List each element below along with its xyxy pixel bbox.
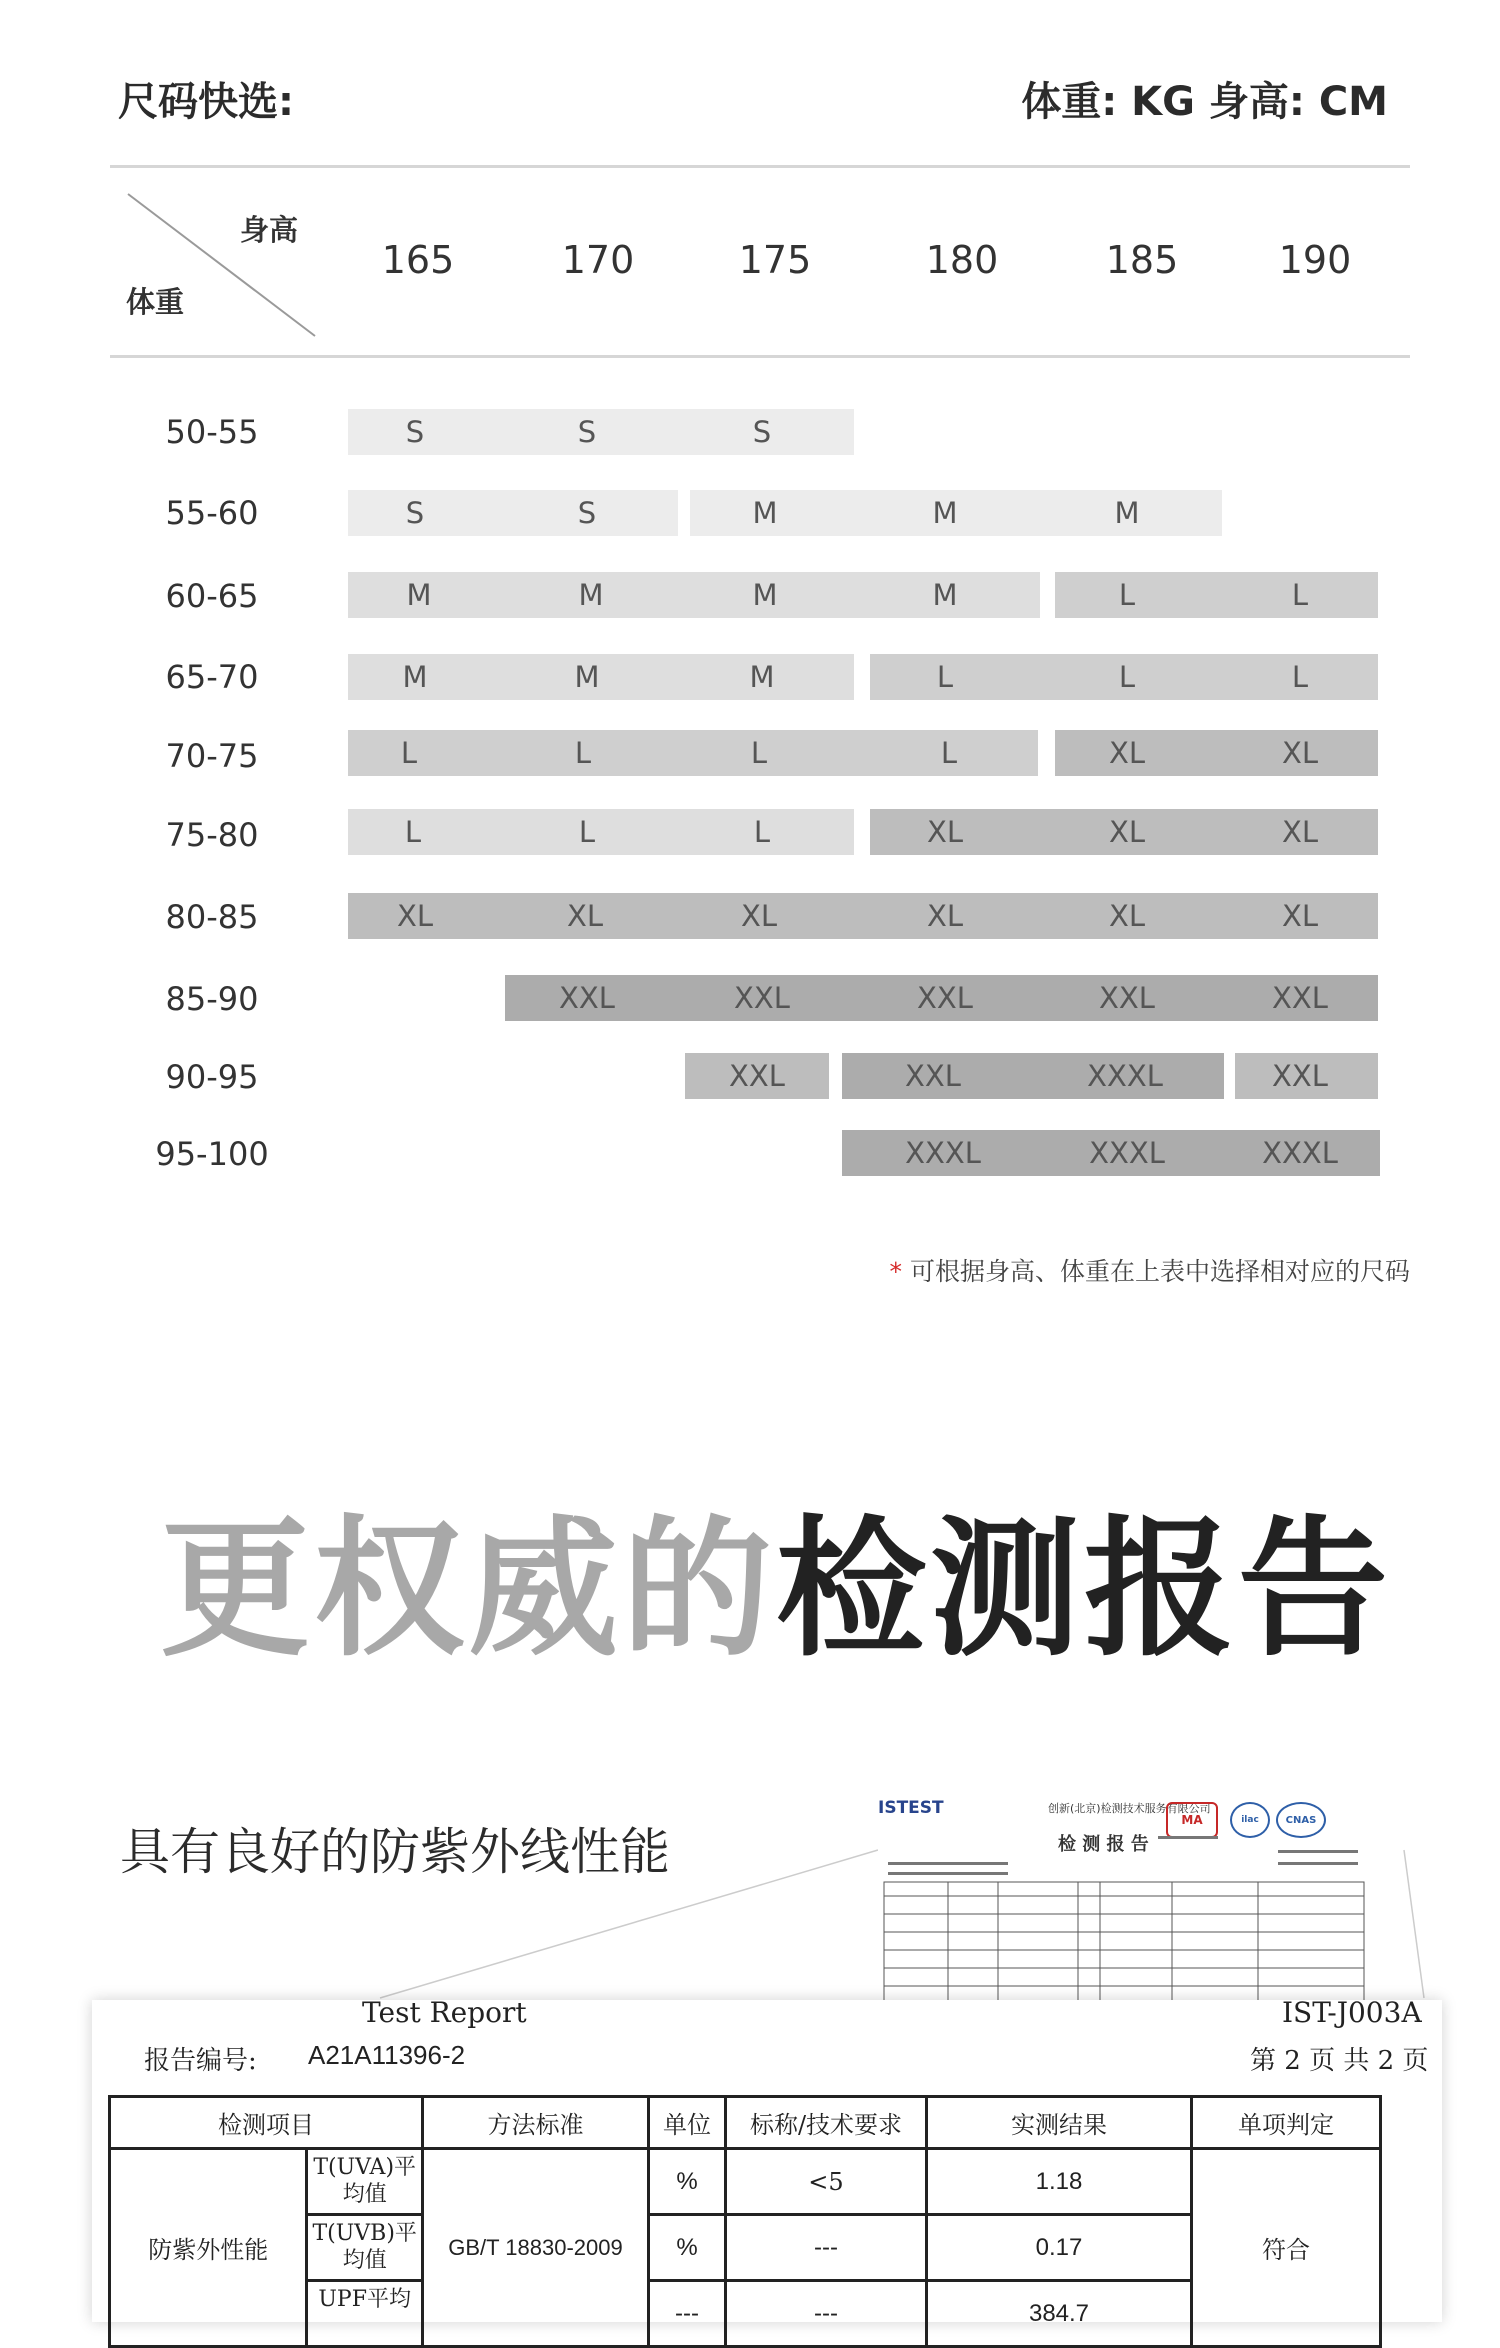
weight-row-label: 55-60 xyxy=(165,494,259,532)
header-unit: 单位 xyxy=(649,2097,726,2149)
uv-performance-title: 具有良好的防紫外线性能 xyxy=(120,1823,670,1881)
size-cell: XL xyxy=(926,815,964,849)
lab-name: 创新(北京)检测技术服务有限公司 xyxy=(1048,1802,1211,1815)
weight-row-label: 65-70 xyxy=(165,658,259,696)
result-cell: 0.17 xyxy=(927,2215,1192,2281)
header-result: 实测结果 xyxy=(927,2097,1192,2149)
report-number-label: 报告编号: xyxy=(144,2046,257,2076)
size-quick-select-title: 尺码快选: xyxy=(118,79,294,125)
size-cell: XXL xyxy=(1099,981,1155,1015)
result-cell: 1.18 xyxy=(927,2149,1192,2215)
cnas-logo: CNAS xyxy=(1276,1802,1326,1838)
item-cell: UPF平均 xyxy=(307,2281,423,2347)
size-cell: M xyxy=(578,578,604,612)
size-cell: L xyxy=(936,660,954,694)
verdict-cell: 符合 xyxy=(1192,2149,1381,2347)
weight-row-label: 80-85 xyxy=(165,898,259,936)
cma-logo: MA xyxy=(1166,1802,1218,1838)
size-cell: XXL xyxy=(734,981,790,1015)
section-title-light: 更权威的 xyxy=(160,1503,777,1677)
lab-logo: ISTEST xyxy=(878,1798,944,1818)
size-cell: XXL xyxy=(729,1059,785,1093)
header-requirement: 标称/技术要求 xyxy=(726,2097,927,2149)
header-verdict: 单项判定 xyxy=(1192,2097,1381,2149)
size-cell: S xyxy=(405,415,425,449)
size-cell: XXL xyxy=(1272,1059,1328,1093)
thumbnail-table xyxy=(878,1790,1378,2005)
header-item: 检测项目 xyxy=(110,2097,423,2149)
size-cell: XXL xyxy=(559,981,615,1015)
size-cell: L xyxy=(400,736,418,770)
size-cell: XXL xyxy=(1272,981,1328,1015)
size-cell: M xyxy=(932,578,958,612)
page-indicator: 第 2 页 共 2 页 xyxy=(1250,2046,1429,2076)
weight-row-label: 50-55 xyxy=(165,413,259,451)
size-cell: XL xyxy=(1108,815,1146,849)
size-cell: L xyxy=(404,815,422,849)
requirement-cell: --- xyxy=(726,2281,927,2347)
height-col-180: 180 xyxy=(925,238,999,282)
unit-cell: % xyxy=(649,2215,726,2281)
size-cell: XXXL xyxy=(1087,1059,1163,1093)
unit-cell: --- xyxy=(649,2281,726,2347)
height-col-185: 185 xyxy=(1105,238,1179,282)
size-cell: XXXL xyxy=(1262,1136,1338,1170)
result-cell: 384.7 xyxy=(927,2281,1192,2347)
size-cell: M xyxy=(932,496,958,530)
size-cell: M xyxy=(1114,496,1140,530)
size-cell: XL xyxy=(1108,899,1146,933)
weight-row-label: 85-90 xyxy=(165,980,259,1018)
size-cell: L xyxy=(1118,578,1136,612)
note-asterisk: * xyxy=(889,1257,902,1286)
requirement-cell: <5 xyxy=(726,2149,927,2215)
size-cell: L xyxy=(574,736,592,770)
size-cell: L xyxy=(750,736,768,770)
weight-row-label: 60-65 xyxy=(165,577,259,615)
header-method: 方法标准 xyxy=(423,2097,649,2149)
height-col-190: 190 xyxy=(1278,238,1352,282)
size-cell: S xyxy=(577,496,597,530)
size-cell: M xyxy=(752,496,778,530)
units-label: 体重: KG 身高: CM xyxy=(1021,79,1388,125)
size-cell: XL xyxy=(740,899,778,933)
category-cell: 防紫外性能 xyxy=(110,2149,307,2347)
size-cell: XL xyxy=(1108,736,1146,770)
height-col-165: 165 xyxy=(381,238,455,282)
size-cell: XL xyxy=(1281,899,1319,933)
corner-weight-label: 体重 xyxy=(126,285,185,319)
report-number: A21A11396-2 xyxy=(308,2040,466,2070)
weight-row-label: 95-100 xyxy=(155,1135,269,1173)
note-text: 可根据身高、体重在上表中选择相对应的尺码 xyxy=(909,1257,1410,1286)
size-cell: XL xyxy=(1281,815,1319,849)
size-cell: M xyxy=(402,660,428,694)
thumbnail-title: 检 测 报 告 xyxy=(1058,1834,1149,1855)
size-cell: XL xyxy=(926,899,964,933)
section-title-dark: 检测报告 xyxy=(776,1503,1393,1677)
weight-row-label: 75-80 xyxy=(165,816,259,854)
report-thumbnail xyxy=(878,1790,1378,2005)
test-report-label: Test Report xyxy=(362,1996,527,2029)
size-cell: XL xyxy=(396,899,434,933)
weight-row-label: 70-75 xyxy=(165,737,259,775)
size-cell: L xyxy=(1291,578,1309,612)
height-col-170: 170 xyxy=(561,238,635,282)
method-cell: GB/T 18830-2009 xyxy=(423,2149,649,2347)
item-cell: T(UVB)平均值 xyxy=(307,2215,423,2281)
size-cell: XXXL xyxy=(1089,1136,1165,1170)
corner-height-label: 身高 xyxy=(240,213,299,247)
size-cell: L xyxy=(940,736,958,770)
size-cell: M xyxy=(752,578,778,612)
size-cell: L xyxy=(1291,660,1309,694)
height-col-175: 175 xyxy=(738,238,812,282)
size-cell: XXXL xyxy=(905,1136,981,1170)
size-cell: S xyxy=(752,415,772,449)
size-cell: XL xyxy=(566,899,604,933)
size-cell: M xyxy=(406,578,432,612)
size-cell: M xyxy=(749,660,775,694)
test-report xyxy=(92,1996,1442,2327)
item-cell: T(UVA)平均值 xyxy=(307,2149,423,2215)
size-cell: XXL xyxy=(917,981,973,1015)
report-table xyxy=(108,2095,1382,2348)
size-cell: L xyxy=(1118,660,1136,694)
ilac-logo: ilac xyxy=(1230,1802,1270,1838)
size-cell: M xyxy=(574,660,600,694)
size-cell: S xyxy=(405,496,425,530)
size-cell: L xyxy=(753,815,771,849)
unit-cell: % xyxy=(649,2149,726,2215)
report-code: IST-J003A xyxy=(1282,1996,1422,2029)
requirement-cell: --- xyxy=(726,2215,927,2281)
weight-row-label: 90-95 xyxy=(165,1058,259,1096)
size-cell: XL xyxy=(1281,736,1319,770)
size-cell: L xyxy=(578,815,596,849)
size-cell: S xyxy=(577,415,597,449)
size-cell: XXL xyxy=(905,1059,961,1093)
